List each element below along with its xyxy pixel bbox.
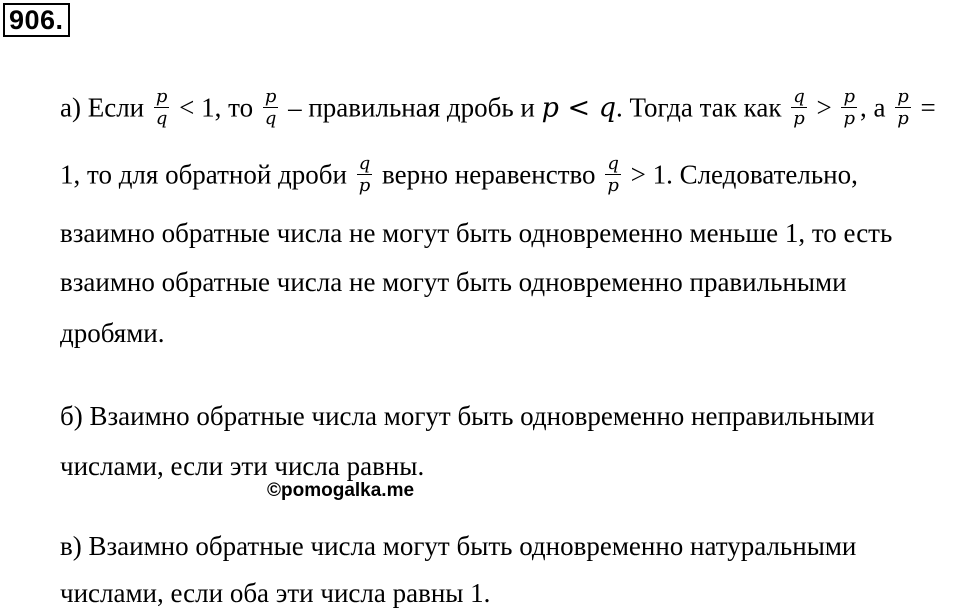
fraction-numerator: p: [264, 86, 277, 107]
fraction-denominator: p: [897, 108, 909, 129]
fraction-p-over-q: [154, 88, 170, 128]
fraction-q-over-p: [357, 155, 373, 195]
fraction-p-over-q: [263, 88, 279, 128]
problem-number: 906.: [3, 3, 70, 37]
fraction-numerator: q: [793, 86, 805, 107]
text: < 1, то: [172, 92, 260, 123]
text: верно неравенство: [375, 159, 603, 190]
text: , а: [860, 92, 893, 123]
part-b-line-2: числами, если эти числа равны.: [60, 451, 425, 481]
fraction-denominator: p: [358, 175, 371, 196]
fraction-denominator: q: [155, 108, 168, 129]
fraction-denominator: p: [843, 108, 855, 129]
fraction-q-over-p: [791, 88, 807, 128]
fraction-numerator: q: [607, 153, 619, 174]
inequality-p-less-q: p < q: [541, 92, 616, 124]
text: – правильная дробь и: [281, 92, 542, 123]
part-a-line-5: дробями.: [60, 318, 165, 348]
text: а) Если: [60, 92, 151, 123]
fraction-q-over-p: [605, 155, 621, 195]
fraction-numerator: p: [155, 86, 168, 107]
text: . Тогда так как: [615, 92, 789, 123]
fraction-denominator: q: [264, 108, 277, 129]
watermark: ©pomogalka.me: [267, 480, 415, 501]
fraction-denominator: p: [607, 175, 619, 196]
fraction-numerator: q: [358, 153, 371, 174]
part-a-line-4: взаимно обратные числа не могут быть одновременно правильными: [60, 267, 847, 297]
part-c-line-2: числами, если оба эти числа равны 1.: [60, 578, 491, 608]
part-a-line-2: [60, 155, 858, 195]
text: >: [809, 92, 839, 123]
fraction-p-over-p: [841, 88, 857, 128]
fraction-numerator: p: [897, 86, 909, 107]
part-b-line-1: б) Взаимно обратные числа могут быть одновременно неправильными: [60, 401, 875, 431]
fraction-p-over-p: [895, 88, 911, 128]
text: > 1. Следовательно,: [623, 159, 858, 190]
text: =: [913, 92, 936, 123]
part-c-line-1: в) Взаимно обратные числа могут быть одновременно натуральными: [60, 531, 857, 561]
part-a-line-1: [60, 88, 936, 128]
fraction-denominator: p: [793, 108, 805, 129]
text: 1, то для обратной дроби: [60, 159, 354, 190]
part-a-line-3: взаимно обратные числа не могут быть одновременно меньше 1, то есть: [60, 218, 893, 248]
fraction-numerator: p: [843, 86, 855, 107]
